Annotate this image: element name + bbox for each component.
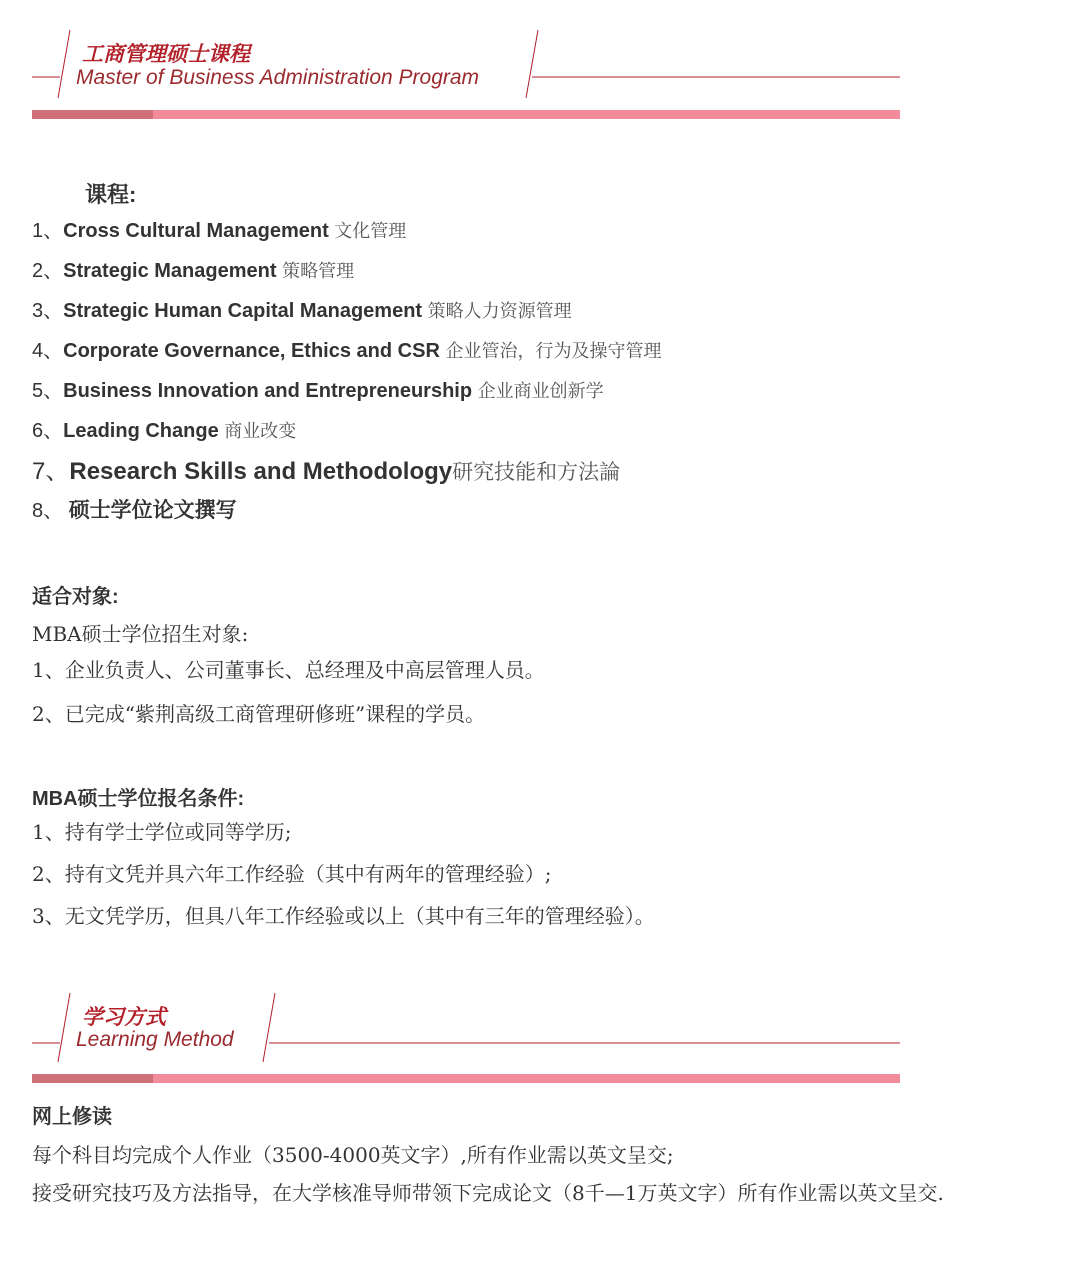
requirement-item: 2、持有文凭并具六年工作经验（其中有两年的管理经验）; bbox=[32, 862, 552, 886]
courses-heading: 课程: bbox=[85, 182, 137, 207]
course-number: 8、 bbox=[32, 500, 64, 522]
course-name-en: Leading Change bbox=[63, 420, 219, 442]
course-name-zh: 企业商业创新学 bbox=[477, 381, 604, 402]
course-name-en: Research Skills and Methodology bbox=[69, 458, 453, 485]
course-item bbox=[32, 219, 406, 244]
course-name-en: Cross Cultural Management bbox=[63, 220, 329, 242]
course-number: 7、 bbox=[32, 458, 70, 485]
course-item bbox=[32, 458, 620, 486]
audience-item: 2、已完成“紫荆高级工商管理研修班”课程的学员。 bbox=[32, 702, 486, 726]
course-item bbox=[32, 259, 354, 284]
section-subtitle: Learning Method bbox=[76, 1028, 234, 1051]
learning-paragraph bbox=[32, 1136, 1062, 1212]
course-item bbox=[32, 498, 237, 523]
divider-bar-dark bbox=[32, 1074, 153, 1083]
course-item bbox=[32, 339, 661, 364]
course-name-en: Strategic Human Capital Management bbox=[63, 300, 423, 322]
course-name-zh: 商业改变 bbox=[224, 421, 297, 442]
course-name-zh: 企业管治，行为及操守管理 bbox=[445, 341, 662, 362]
course-number: 3、 bbox=[32, 300, 64, 322]
course-name-zh: 硕士学位论文撰写 bbox=[68, 497, 237, 522]
course-name-zh: 文化管理 bbox=[334, 221, 407, 242]
audience-item: 1、企业负责人、公司董事长、总经理及中高层管理人员。 bbox=[32, 658, 545, 682]
requirement-item: 3、无文凭学历，但具八年工作经验或以上（其中有三年的管理经验）。 bbox=[32, 904, 655, 928]
requirement-item: 1、持有学士学位或同等学历; bbox=[32, 820, 292, 844]
course-name-en: Strategic Management bbox=[63, 260, 277, 282]
learning-line: 接受研究技巧及方法指导，在大学核准导师带领下完成论文（8千—1万英文字）所有作业需以英文呈交. bbox=[32, 1181, 944, 1205]
audience-heading: 适合对象: bbox=[32, 586, 119, 608]
course-item bbox=[32, 419, 296, 444]
course-number: 5、 bbox=[32, 380, 64, 402]
section-title: 工商管理硕士课程 bbox=[82, 43, 250, 66]
divider-bar-dark bbox=[32, 110, 153, 119]
course-number: 2、 bbox=[32, 260, 64, 282]
course-number: 4、 bbox=[32, 340, 64, 362]
course-name-zh: 研究技能和方法論 bbox=[452, 460, 621, 484]
divider-bar-light bbox=[153, 1074, 900, 1083]
course-item bbox=[32, 299, 572, 324]
course-name-en: Business Innovation and Entrepreneurship bbox=[63, 380, 473, 402]
divider-bar-light bbox=[153, 110, 900, 119]
section-subtitle: Master of Business Administration Program bbox=[76, 66, 480, 89]
learning-line: 每个科目均完成个人作业（3500-4000英文字）,所有作业需以英文呈交; bbox=[32, 1143, 674, 1167]
learning-heading: 网上修读 bbox=[32, 1104, 112, 1128]
course-name-zh: 策略人力资源管理 bbox=[427, 301, 572, 322]
course-item bbox=[32, 379, 604, 404]
audience-intro: MBA硕士学位招生对象: bbox=[32, 622, 249, 646]
course-name-en: Corporate Governance, Ethics and CSR bbox=[63, 340, 440, 362]
course-number: 1、 bbox=[32, 220, 64, 242]
course-number: 6、 bbox=[32, 420, 64, 442]
requirements-heading: MBA硕士学位报名条件: bbox=[32, 788, 245, 810]
section-title: 学习方式 bbox=[82, 1006, 166, 1029]
course-name-zh: 策略管理 bbox=[282, 261, 355, 282]
